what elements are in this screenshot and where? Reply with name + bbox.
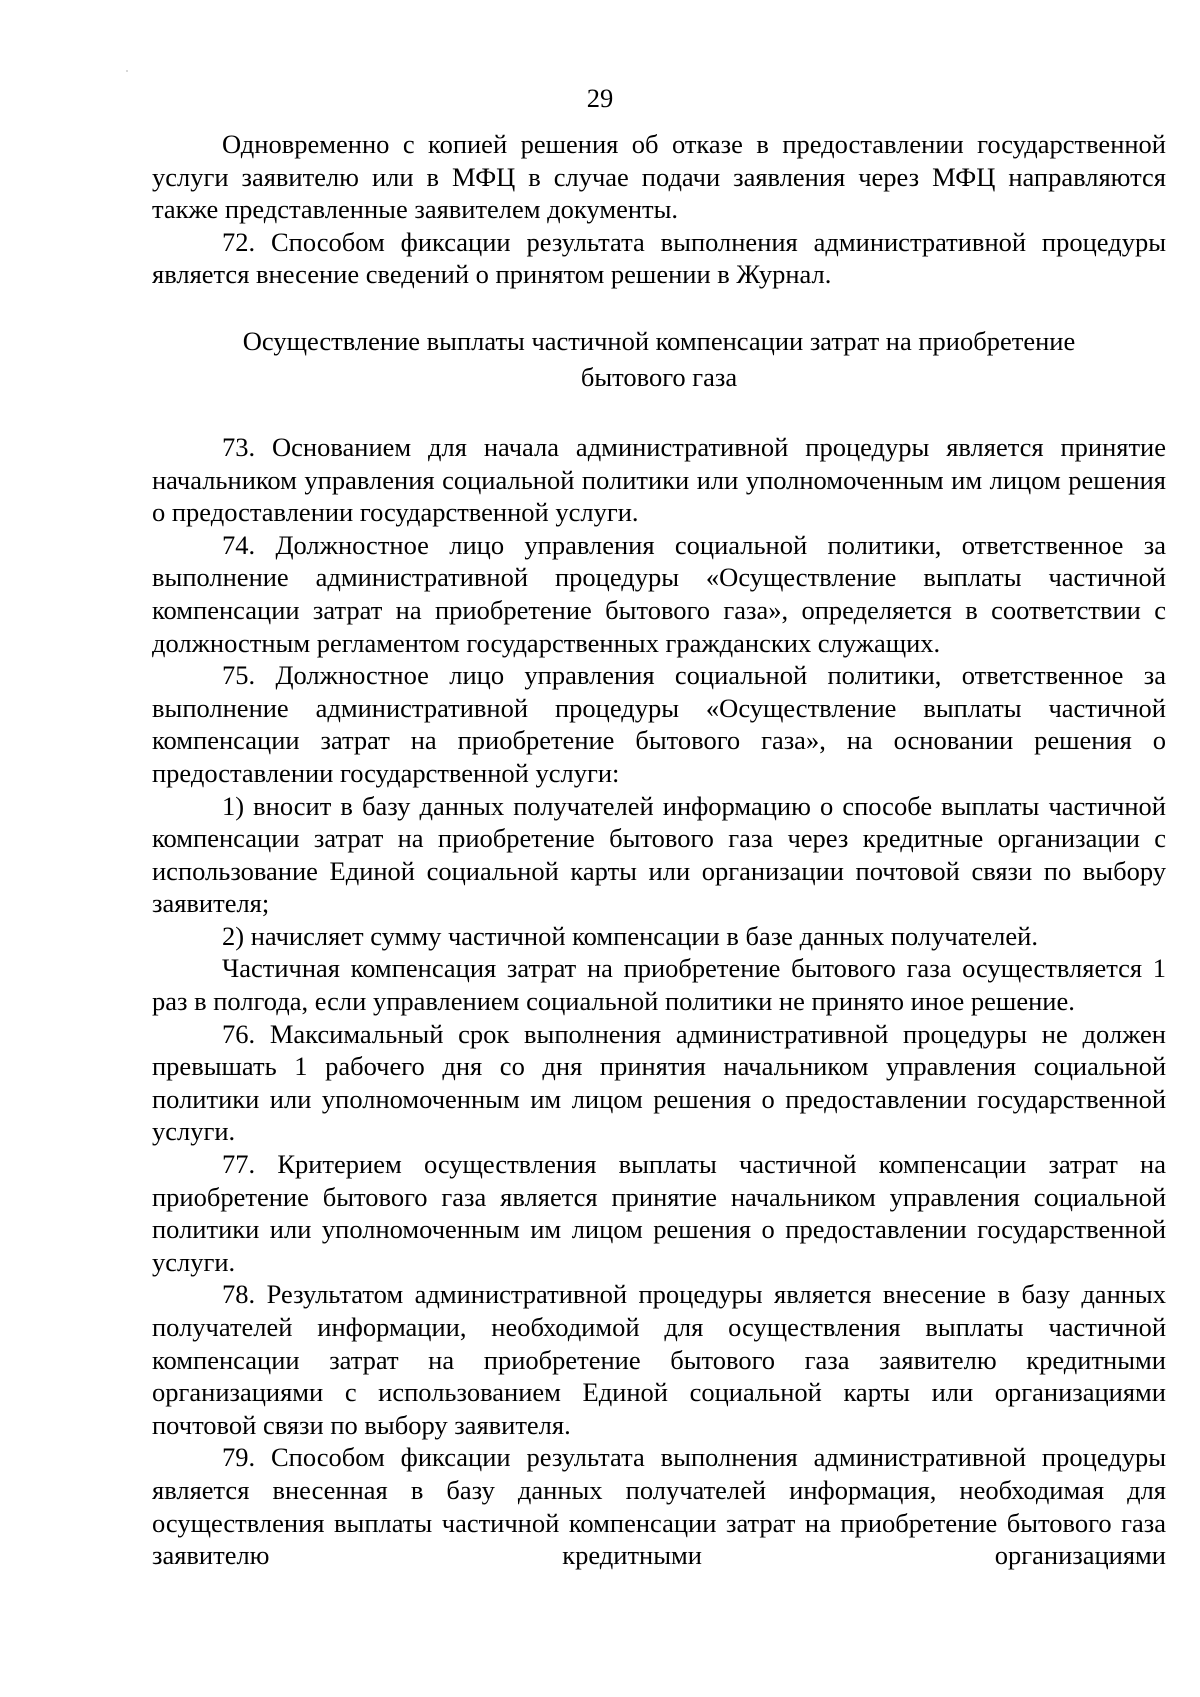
section-heading bbox=[152, 323, 1166, 395]
paragraph-76: 76. Максимальный срок выполнения административной процедуры не должен превышать 1 рабочего дня со дня принятия начальником управления социальной политики или уполномоченным им лицом решения о предоставлении государственной услуги. bbox=[152, 1018, 1166, 1147]
paragraph-72: 72. Способом фиксации результата выполнения административной процедуры является внесение сведений о принятом решении в Журнал. bbox=[152, 226, 1166, 290]
page-number: 29 bbox=[586, 83, 614, 113]
section-heading-line-1: Осуществление выплаты частичной компенсации затрат на приобретение bbox=[242, 325, 1076, 356]
paragraph-refusal-documents: Одновременно с копией решения об отказе в предоставлении государственной услуги заявителю или в МФЦ в случае подачи заявления через МФЦ направляются также представленные заявителем документы. bbox=[152, 129, 1166, 225]
paragraph-73: 73. Основанием для начала административной процедуры является принятие начальником управления социальной политики или уполномоченным им лицом решения о предоставлении государственной услуги. bbox=[152, 431, 1166, 528]
document-body bbox=[152, 128, 1166, 1572]
paragraph-compensation-frequency: Частичная компенсация затрат на приобретение бытового газа осуществляется 1 раз в полгода, если управлением социальной политики не принято иное решение. bbox=[152, 953, 1166, 1017]
paragraph-75-item-2: 2) начисляет сумму частичной компенсации в базе данных получателей. bbox=[222, 920, 1038, 951]
scan-speck bbox=[126, 70, 128, 72]
paragraph-75: 75. Должностное лицо управления социальной политики, ответственное за выполнение административной процедуры «Осуществление выплаты частичной компенсации затрат на приобретение бытового газа», на основании решения о предоставлении государственной услуги: bbox=[152, 660, 1166, 788]
paragraph-79: 79. Способом фиксации результата выполнения административной процедуры является внесенная в базу данных получателей информация, необходимая для осуществления выплаты частичной компенсации затрат на приобретение бытового газа заявителю кредитными организациями bbox=[152, 1442, 1166, 1571]
section-heading-line-2: бытового газа bbox=[580, 361, 738, 392]
paragraph-78: 78. Результатом административной процедуры является внесение в базу данных получателей информации, необходимой для осуществления выплаты частичной компенсации затрат на приобретение бытового газа заявителю кредитными организациями с использованием Единой социальной карты или организациями почтовой связи по выбору заявителя. bbox=[152, 1279, 1166, 1440]
paragraph-77: 77. Критерием осуществления выплаты частичной компенсации затрат на приобретение бытового газа является принятие начальником управления социальной политики или уполномоченным им лицом решения о предоставлении государственной услуги. bbox=[152, 1149, 1166, 1277]
paragraph-75-item-1: 1) вносит в базу данных получателей информацию о способе выплаты частичной компенсации затрат на приобретение бытового газа через кредитные организации с использование Единой социальной карты или организации почтовой связи по выбору заявителя; bbox=[152, 790, 1166, 919]
paragraph-74: 74. Должностное лицо управления социальной политики, ответственное за выполнение административной процедуры «Осуществление выплаты частичной компенсации затрат на приобретение бытового газа», определяется в соответствии с должностным регламентом государственных гражданских служащих. bbox=[152, 529, 1166, 658]
